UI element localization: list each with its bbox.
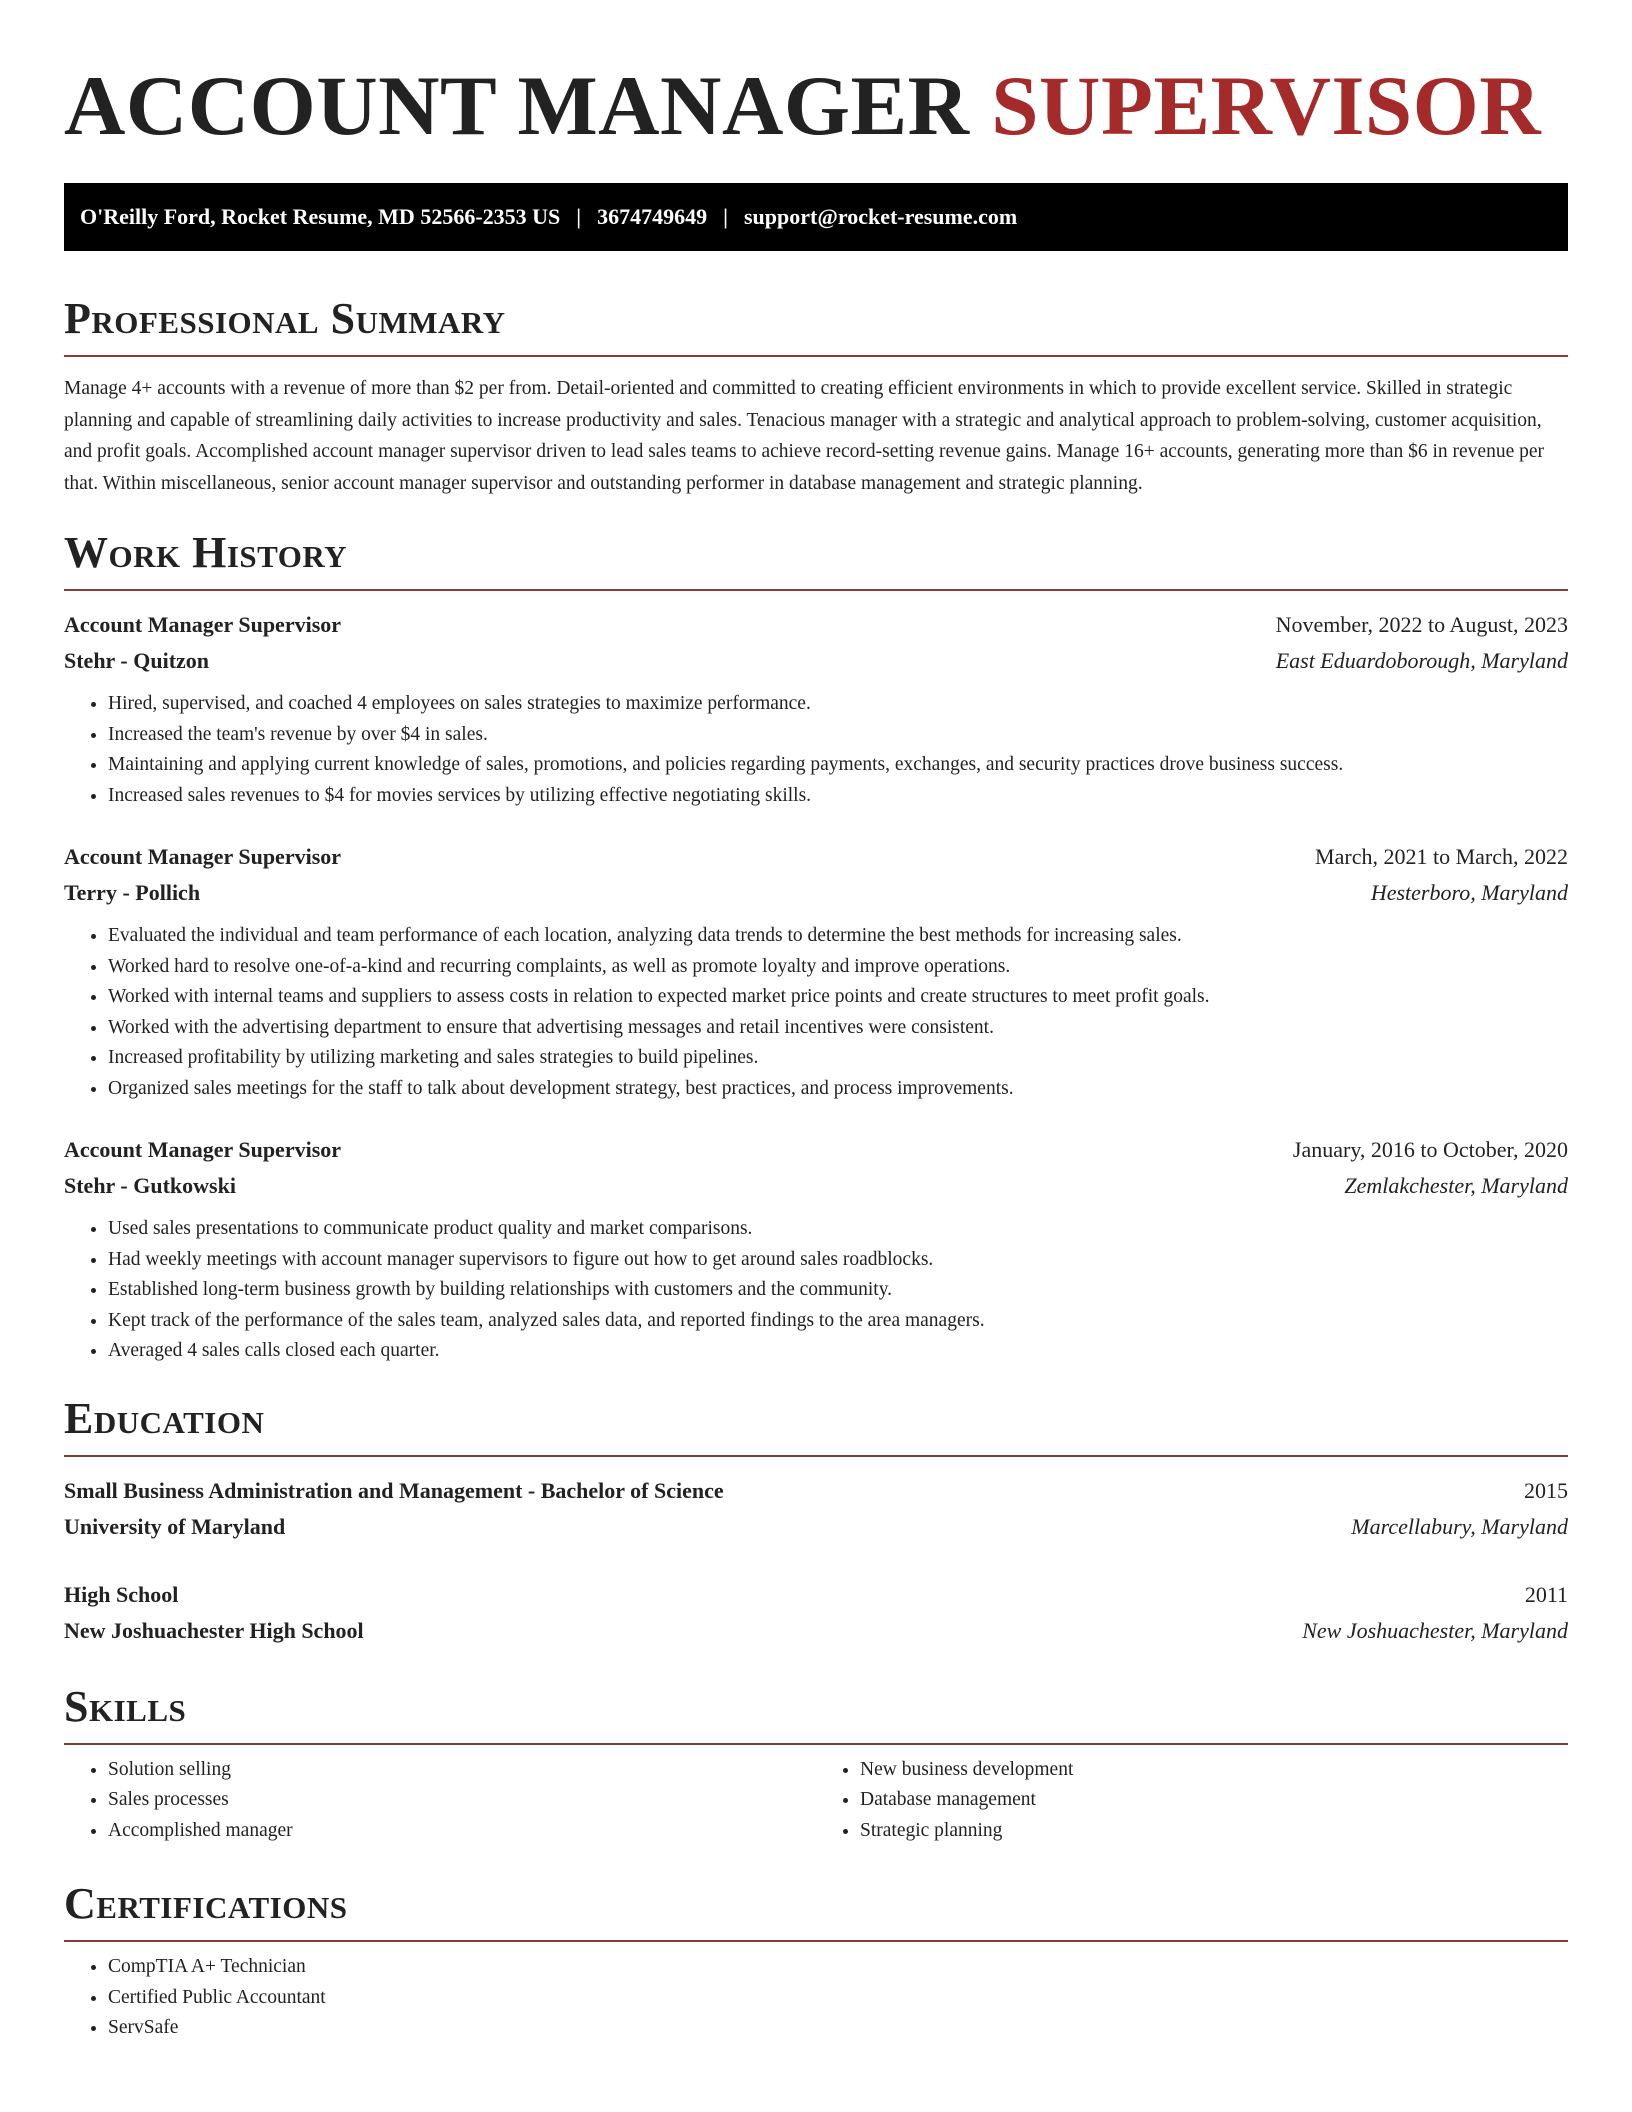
job-company: Terry - Pollich xyxy=(64,880,201,905)
section-divider xyxy=(64,1455,1568,1457)
section-divider xyxy=(64,1940,1568,1942)
contact-separator: | xyxy=(576,204,582,229)
job-bullet: • Maintaining and applying current knowledge of sales, promotions, and policies regarding payments, exchanges, and security practices drove business success. xyxy=(108,750,1568,781)
education-section xyxy=(64,1393,1568,1649)
job-bullet: • Hired, supervised, and coached 4 employees on sales strategies to maximize performance. xyxy=(108,689,1568,720)
job-bullet: • Had weekly meetings with account manager supervisors to figure out how to get around sales roadblocks. xyxy=(108,1245,1568,1276)
skills-list-left xyxy=(64,1755,816,1847)
skill-item: • Sales processes xyxy=(108,1785,816,1816)
contact-email: support@rocket-resume.com xyxy=(744,204,1018,229)
education-entry xyxy=(64,1577,1568,1649)
skill-item: • Database management xyxy=(860,1785,1568,1816)
contact-address: O'Reilly Ford, Rocket Resume, MD 52566-2353 US xyxy=(80,204,561,229)
work-history-section xyxy=(64,528,1568,1367)
job-bullet: • Increased the team's revenue by over $4 in sales. xyxy=(108,720,1568,751)
candidate-name xyxy=(64,59,1568,153)
name-last: SUPERVISOR xyxy=(991,59,1542,153)
name-first: ACCOUNT MANAGER xyxy=(64,59,970,153)
job-dates: November, 2022 to August, 2023 xyxy=(1275,612,1568,637)
education-degree: Small Business Administration and Management - Bachelor of Science xyxy=(64,1477,724,1503)
skill-item: • Accomplished manager xyxy=(108,1816,816,1847)
education-entry xyxy=(64,1473,1568,1545)
education-location: Marcellabury, Maryland xyxy=(1351,1513,1568,1539)
contact-separator: | xyxy=(723,204,728,229)
education-school: New Joshuachester High School xyxy=(64,1617,364,1643)
certification-item: • ServSafe xyxy=(108,2013,1568,2044)
education-location: New Joshuachester, Maryland xyxy=(1302,1617,1568,1643)
job-dates: March, 2021 to March, 2022 xyxy=(1315,844,1568,869)
section-title-summary: Professional Summary xyxy=(64,294,506,343)
job-bullet: • Increased sales revenues to $4 for movies services by utilizing effective negotiating skills. xyxy=(108,781,1568,812)
job-location: Hesterboro, Maryland xyxy=(1370,880,1568,905)
contact-bar xyxy=(64,183,1568,251)
job-entry xyxy=(64,607,1568,811)
job-company: Stehr - Quitzon xyxy=(64,648,210,673)
contact-phone: 3674749649 xyxy=(597,204,708,229)
section-divider xyxy=(64,1743,1568,1745)
certifications-section xyxy=(64,1879,1568,2044)
skills-columns xyxy=(64,1755,1568,1847)
certification-item: • Certified Public Accountant xyxy=(108,1983,1568,2014)
job-location: East Eduardoborough, Maryland xyxy=(1275,648,1568,673)
job-dates: January, 2016 to October, 2020 xyxy=(1292,1137,1568,1162)
job-bullets xyxy=(64,689,1568,811)
job-bullet: • Averaged 4 sales calls closed each quarter. xyxy=(108,1336,1568,1367)
job-bullet: • Organized sales meetings for the staff to talk about development strategy, best practices, and process improvements. xyxy=(108,1074,1568,1105)
section-title-skills: Skills xyxy=(64,1681,187,1731)
job-entry xyxy=(64,1132,1568,1367)
section-divider xyxy=(64,355,1568,357)
job-bullet: • Used sales presentations to communicate product quality and market comparisons. xyxy=(108,1214,1568,1245)
skills-section xyxy=(64,1681,1568,1847)
education-degree: High School xyxy=(64,1581,179,1607)
education-year: 2011 xyxy=(1524,1581,1568,1607)
job-bullet: • Worked with the advertising department to ensure that advertising messages and retail incentives were consistent. xyxy=(108,1013,1568,1044)
certification-item: • CompTIA A+ Technician xyxy=(108,1952,1568,1983)
job-entry xyxy=(64,839,1568,1104)
job-bullets xyxy=(64,921,1568,1104)
job-role: Account Manager Supervisor xyxy=(64,612,342,637)
skill-item: • Solution selling xyxy=(108,1755,816,1786)
job-bullet: • Increased profitability by utilizing marketing and sales strategies to build pipelines. xyxy=(108,1043,1568,1074)
job-location: Zemlakchester, Maryland xyxy=(1344,1173,1568,1198)
summary-text: Manage 4+ accounts with a revenue of more than $2 per from. Detail-oriented and committed to creating efficient environments in which to provide excellent service. Skilled in strategic planning and capable of streamlining daily activities to increase productivity and sales. Tenacious manager with a strategic and analytical approach to problem-solving, customer acquisition, and profit goals. Accomplished account manager supervisor driven to lead sales teams to achieve record-setting revenue gains. Manage 16+ accounts, generating more than $6 in revenue per that. Within miscellaneous, senior account manager supervisor and outstanding performer in database management and strategic planning. xyxy=(64,378,1545,494)
job-bullet: • Established long-term business growth by building relationships with customers and the community. xyxy=(108,1275,1568,1306)
job-bullet: • Evaluated the individual and team performance of each location, analyzing data trends to determine the best methods for increasing sales. xyxy=(108,921,1568,952)
section-title-education: Education xyxy=(64,1393,265,1443)
job-bullets xyxy=(64,1214,1568,1367)
skill-item: • Strategic planning xyxy=(860,1816,1568,1847)
summary-section xyxy=(64,294,1568,499)
job-company: Stehr - Gutkowski xyxy=(64,1173,236,1198)
certifications-list xyxy=(64,1952,1568,2044)
section-title-work: Work History xyxy=(64,528,348,577)
job-bullet: • Worked hard to resolve one-of-a-kind and recurring complaints, as well as promote loyalty and improve operations. xyxy=(108,952,1568,983)
job-bullet: • Kept track of the performance of the sales team, analyzed sales data, and reported findings to the area managers. xyxy=(108,1306,1568,1337)
education-school: University of Maryland xyxy=(64,1513,286,1539)
section-divider xyxy=(64,589,1568,591)
skill-item: • New business development xyxy=(860,1755,1568,1786)
job-bullet: • Worked with internal teams and suppliers to assess costs in relation to expected market price points and create structures to meet profit goals. xyxy=(108,982,1568,1013)
skills-list-right xyxy=(816,1755,1568,1847)
education-year: 2015 xyxy=(1524,1477,1568,1503)
job-role: Account Manager Supervisor xyxy=(64,1137,342,1162)
section-title-certifications: Certifications xyxy=(64,1879,348,1928)
job-role: Account Manager Supervisor xyxy=(64,844,342,869)
